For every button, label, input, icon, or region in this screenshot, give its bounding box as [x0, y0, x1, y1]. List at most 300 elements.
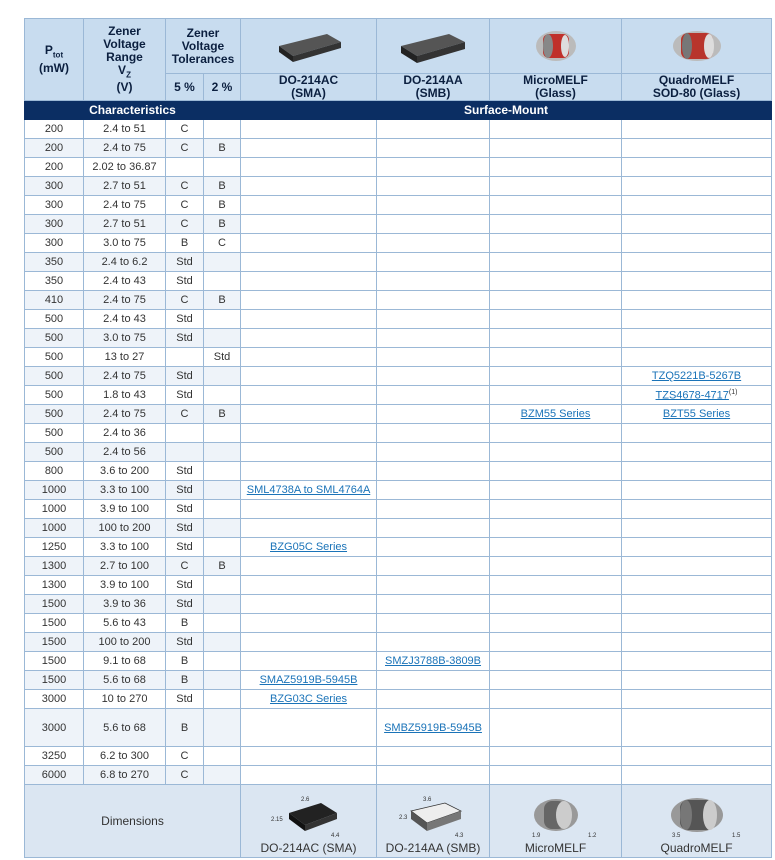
smb-cell [377, 481, 490, 500]
micromelf-cell [490, 500, 622, 519]
quadromelf-cell [622, 310, 772, 329]
micromelf-cell [490, 709, 622, 747]
sma-cell [241, 576, 377, 595]
smb-cell [377, 500, 490, 519]
smb-cell [377, 538, 490, 557]
ptot-cell: 200 [25, 120, 84, 139]
quadromelf-cell [622, 443, 772, 462]
sma-cell [241, 348, 377, 367]
table-row [25, 348, 772, 367]
micromelf-cell [490, 139, 622, 158]
quadromelf-cell [622, 158, 772, 177]
micromelf-cell [490, 120, 622, 139]
table-row [25, 253, 772, 272]
ptot-cell: 500 [25, 348, 84, 367]
table-row [25, 500, 772, 519]
svg-text:2.15: 2.15 [270, 817, 283, 823]
smb-cell [377, 462, 490, 481]
smb-cell [377, 329, 490, 348]
tol2-cell: B [204, 196, 241, 215]
part-link[interactable]: SMZJ3788B-3809B [385, 655, 482, 667]
vz-cell: 3.9 to 100 [84, 500, 166, 519]
tol2-cell [204, 747, 241, 766]
svg-text:2.6: 2.6 [300, 797, 309, 803]
smb-cell [377, 557, 490, 576]
part-link[interactable]: BZG05C Series [270, 541, 348, 553]
dim-micromelf: 1.9 1.2 MicroMELF [490, 785, 622, 858]
sma-cell [241, 367, 377, 386]
ptot-header: $P_{tot}$ (mW) [25, 19, 84, 101]
tol5-cell: Std [166, 538, 204, 557]
part-link[interactable]: SMAZ5919B-5945B [259, 674, 358, 686]
sma-cell [241, 690, 377, 709]
tol5-cell [166, 424, 204, 443]
micromelf-dimension-drawing-icon [506, 793, 606, 841]
dim-quadromelf: 3.5 1.5 QuadroMELF [622, 785, 772, 858]
table-row [25, 272, 772, 291]
vz-cell: 3.0 to 75 [84, 234, 166, 253]
vz-cell: 3.9 to 36 [84, 595, 166, 614]
tol2-cell [204, 310, 241, 329]
footnote-mark: (1) [728, 388, 738, 396]
quadromelf-cell [622, 329, 772, 348]
vz-cell: 3.6 to 200 [84, 462, 166, 481]
part-link[interactable]: TZQ5221B-5267B [651, 370, 742, 382]
quadromelf-cell [622, 139, 772, 158]
smb-cell [377, 215, 490, 234]
sma-cell [241, 158, 377, 177]
svg-text:4.4: 4.4 [330, 833, 339, 839]
vz-cell: 2.7 to 100 [84, 557, 166, 576]
dim-sma: 2.6 2.15 4.4 DO-214AC (SMA) [241, 785, 377, 858]
table-row [25, 576, 772, 595]
sma-cell [241, 671, 377, 690]
ptot-cell: 410 [25, 291, 84, 310]
smb-cell [377, 576, 490, 595]
ptot-cell: 1500 [25, 595, 84, 614]
vz-cell: 100 to 200 [84, 519, 166, 538]
tol2-cell [204, 766, 241, 785]
table-row [25, 177, 772, 196]
ptot-cell: 1500 [25, 652, 84, 671]
tolerance-header: Zener Voltage Tolerances [166, 19, 241, 74]
zener-selection-table [24, 18, 772, 858]
tol5-cell: C [166, 215, 204, 234]
table-row [25, 329, 772, 348]
vz-cell: 1.8 to 43 [84, 386, 166, 405]
package-image-quadromelf [622, 19, 772, 74]
table-row [25, 139, 772, 158]
part-link[interactable]: SMBZ5919B-5945B [384, 721, 482, 734]
sma-cell [241, 215, 377, 234]
tol2-cell [204, 538, 241, 557]
micromelf-cell [490, 519, 622, 538]
sma-cell [241, 766, 377, 785]
table-row [25, 291, 772, 310]
smb-cell [377, 158, 490, 177]
vz-cell: 2.4 to 43 [84, 310, 166, 329]
part-link[interactable]: BZG03C Series [270, 693, 348, 705]
svg-text:1.9: 1.9 [531, 833, 540, 839]
micromelf-cell [490, 253, 622, 272]
tol2-header: 2 % [204, 74, 241, 101]
ptot-cell: 300 [25, 196, 84, 215]
micromelf-cell [490, 595, 622, 614]
tol5-cell [166, 443, 204, 462]
table-row [25, 652, 772, 671]
tol2-cell [204, 519, 241, 538]
micromelf-cell [490, 462, 622, 481]
vz-cell: 2.4 to 6.2 [84, 253, 166, 272]
smb-cell [377, 690, 490, 709]
tol5-cell: C [166, 196, 204, 215]
sma-cell [241, 500, 377, 519]
sma-cell [241, 120, 377, 139]
tol2-cell [204, 386, 241, 405]
micromelf-cell [490, 234, 622, 253]
ptot-cell: 800 [25, 462, 84, 481]
tol5-cell: C [166, 766, 204, 785]
characteristics-band: Characteristics [25, 101, 241, 120]
ptot-cell: 3000 [25, 690, 84, 709]
smb-cell [377, 614, 490, 633]
table-row [25, 196, 772, 215]
sma-cell [241, 291, 377, 310]
micromelf-cell [490, 652, 622, 671]
sma-package-icon [269, 24, 349, 68]
table-row [25, 633, 772, 652]
table-row [25, 557, 772, 576]
vz-cell: 6.2 to 300 [84, 747, 166, 766]
sma-cell [241, 329, 377, 348]
micromelf-package-icon [521, 22, 591, 70]
ptot-cell: 500 [25, 405, 84, 424]
package-image-micromelf [490, 19, 622, 74]
tol2-cell [204, 443, 241, 462]
tol5-cell: C [166, 177, 204, 196]
tol2-cell [204, 329, 241, 348]
vz-cell: 2.4 to 75 [84, 291, 166, 310]
tol2-cell [204, 709, 241, 747]
smb-cell [377, 595, 490, 614]
sma-cell [241, 310, 377, 329]
table-row [25, 538, 772, 557]
ptot-cell: 350 [25, 272, 84, 291]
quadromelf-cell [622, 367, 772, 386]
tol5-cell: Std [166, 519, 204, 538]
ptot-cell: 300 [25, 215, 84, 234]
micromelf-cell [490, 538, 622, 557]
quadromelf-cell [622, 766, 772, 785]
svg-text:2.3: 2.3 [399, 815, 408, 821]
micromelf-cell [490, 272, 622, 291]
sma-cell [241, 747, 377, 766]
tol2-cell: B [204, 291, 241, 310]
svg-text:3.5: 3.5 [671, 833, 680, 839]
dim-smb: 3.6 2.3 4.3 DO-214AA (SMB) [377, 785, 490, 858]
quadromelf-cell [622, 196, 772, 215]
sma-cell [241, 557, 377, 576]
smb-cell [377, 519, 490, 538]
vz-header: Zener Voltage Range $V_Z$ (V) [84, 19, 166, 101]
ptot-cell: 200 [25, 139, 84, 158]
micromelf-cell [490, 310, 622, 329]
sma-dimension-drawing-icon [259, 793, 359, 841]
smb-cell [377, 348, 490, 367]
table-row [25, 519, 772, 538]
ptot-cell: 350 [25, 253, 84, 272]
smb-cell [377, 253, 490, 272]
part-link[interactable]: BZT55 Series [662, 408, 731, 420]
micromelf-cell [490, 367, 622, 386]
ptot-cell: 1500 [25, 614, 84, 633]
tol5-cell: Std [166, 481, 204, 500]
smb-cell [377, 633, 490, 652]
table-row [25, 481, 772, 500]
vz-cell: 10 to 270 [84, 690, 166, 709]
quadromelf-cell [622, 215, 772, 234]
vz-cell: 6.8 to 270 [84, 766, 166, 785]
vz-cell: 2.4 to 75 [84, 139, 166, 158]
sma-cell [241, 405, 377, 424]
micromelf-cell [490, 177, 622, 196]
tol2-cell [204, 633, 241, 652]
smb-cell [377, 405, 490, 424]
vz-cell: 2.7 to 51 [84, 215, 166, 234]
quadromelf-cell [622, 405, 772, 424]
tol2-cell [204, 120, 241, 139]
table-row [25, 234, 772, 253]
smb-cell [377, 139, 490, 158]
tol2-cell [204, 272, 241, 291]
ptot-cell: 1000 [25, 481, 84, 500]
quadromelf-cell [622, 500, 772, 519]
table-row [25, 367, 772, 386]
sma-cell [241, 234, 377, 253]
sma-cell [241, 519, 377, 538]
sma-cell [241, 633, 377, 652]
surface-mount-band: Surface-Mount [241, 101, 772, 120]
tol5-cell [166, 348, 204, 367]
micromelf-cell [490, 576, 622, 595]
tol5-cell: C [166, 747, 204, 766]
pkg-smb-header: DO-214AA (SMB) [377, 74, 490, 101]
quadromelf-cell [622, 348, 772, 367]
quadromelf-cell [622, 272, 772, 291]
micromelf-cell [490, 671, 622, 690]
ptot-cell: 1300 [25, 576, 84, 595]
tol5-cell: Std [166, 367, 204, 386]
sma-cell [241, 177, 377, 196]
ptot-cell: 500 [25, 424, 84, 443]
svg-text:3.6: 3.6 [423, 797, 432, 803]
tol2-cell: B [204, 405, 241, 424]
vz-cell: 2.4 to 75 [84, 367, 166, 386]
pkg-quadromelf-header: QuadroMELF SOD-80 (Glass) [622, 74, 772, 101]
package-image-smb [377, 19, 490, 74]
sma-cell [241, 196, 377, 215]
table-row [25, 766, 772, 785]
smb-cell [377, 424, 490, 443]
tol5-cell: B [166, 614, 204, 633]
part-link[interactable]: TZS4678-4717 [655, 389, 729, 402]
part-link[interactable]: SML4738A to SML4764A [246, 484, 371, 496]
vz-cell: 2.4 to 75 [84, 405, 166, 424]
quadromelf-cell [622, 519, 772, 538]
micromelf-cell [490, 196, 622, 215]
tol5-cell: Std [166, 633, 204, 652]
tol5-cell: Std [166, 310, 204, 329]
ptot-cell: 1000 [25, 500, 84, 519]
tol5-cell: Std [166, 690, 204, 709]
vz-cell: 9.1 to 68 [84, 652, 166, 671]
tol2-cell: C [204, 234, 241, 253]
ptot-cell: 500 [25, 329, 84, 348]
ptot-cell: 1250 [25, 538, 84, 557]
ptot-cell: 6000 [25, 766, 84, 785]
ptot-cell: 200 [25, 158, 84, 177]
quadromelf-cell [622, 614, 772, 633]
sma-cell [241, 595, 377, 614]
pkg-sma-header: DO-214AC (SMA) [241, 74, 377, 101]
ptot-cell: 500 [25, 367, 84, 386]
micromelf-cell [490, 766, 622, 785]
vz-cell: 2.4 to 75 [84, 196, 166, 215]
sma-cell [241, 386, 377, 405]
micromelf-cell [490, 557, 622, 576]
quadromelf-cell [622, 747, 772, 766]
quadromelf-cell [622, 424, 772, 443]
tol2-cell [204, 367, 241, 386]
tol5-cell: C [166, 139, 204, 158]
table-row [25, 747, 772, 766]
smb-cell [377, 177, 490, 196]
quadromelf-dimension-drawing-icon [642, 793, 752, 841]
quadromelf-cell [622, 386, 772, 405]
tol5-header: 5 % [166, 74, 204, 101]
micromelf-cell [490, 386, 622, 405]
quadromelf-cell [622, 462, 772, 481]
quadromelf-package-icon [657, 22, 737, 70]
vz-cell: 5.6 to 43 [84, 614, 166, 633]
tol5-cell: C [166, 557, 204, 576]
smb-cell [377, 386, 490, 405]
micromelf-cell [490, 291, 622, 310]
quadromelf-cell [622, 234, 772, 253]
smb-package-icon [393, 24, 473, 68]
smb-cell [377, 120, 490, 139]
quadromelf-cell [622, 120, 772, 139]
pkg-micromelf-header: MicroMELF (Glass) [490, 74, 622, 101]
table-row [25, 405, 772, 424]
vz-cell: 5.6 to 68 [84, 709, 166, 747]
table-row [25, 215, 772, 234]
table-row [25, 158, 772, 177]
tol2-cell [204, 652, 241, 671]
vz-cell: 2.4 to 51 [84, 120, 166, 139]
vz-cell: 3.0 to 75 [84, 329, 166, 348]
sma-cell [241, 481, 377, 500]
tol2-cell [204, 500, 241, 519]
sma-cell [241, 139, 377, 158]
ptot-cell: 500 [25, 386, 84, 405]
table-row [25, 690, 772, 709]
table-row [25, 424, 772, 443]
vz-cell: 2.4 to 56 [84, 443, 166, 462]
tol2-cell: B [204, 139, 241, 158]
quadromelf-cell [622, 595, 772, 614]
micromelf-cell [490, 614, 622, 633]
sma-cell [241, 272, 377, 291]
tol5-cell: Std [166, 386, 204, 405]
tol5-cell: B [166, 234, 204, 253]
sma-cell [241, 652, 377, 671]
ptot-cell: 1300 [25, 557, 84, 576]
tol5-cell: Std [166, 462, 204, 481]
micromelf-cell [490, 481, 622, 500]
smb-dimension-drawing-icon [383, 793, 483, 841]
tol5-cell: Std [166, 595, 204, 614]
tol2-cell [204, 614, 241, 633]
tol5-cell: B [166, 709, 204, 747]
tol5-cell: Std [166, 576, 204, 595]
tol2-cell [204, 481, 241, 500]
tol5-cell: Std [166, 500, 204, 519]
ptot-cell: 500 [25, 443, 84, 462]
tol5-cell: Std [166, 329, 204, 348]
smb-cell [377, 652, 490, 671]
tol2-cell: B [204, 177, 241, 196]
smb-cell [377, 443, 490, 462]
tol2-cell: B [204, 557, 241, 576]
tol5-cell: Std [166, 272, 204, 291]
svg-text:4.3: 4.3 [455, 833, 464, 839]
smb-cell [377, 196, 490, 215]
table-row [25, 462, 772, 481]
vz-cell: 100 to 200 [84, 633, 166, 652]
ptot-cell: 500 [25, 310, 84, 329]
tol2-cell [204, 462, 241, 481]
quadromelf-cell [622, 291, 772, 310]
tol2-cell: Std [204, 348, 241, 367]
micromelf-cell [490, 633, 622, 652]
tol5-cell [166, 158, 204, 177]
smb-cell [377, 234, 490, 253]
tol5-cell: Std [166, 253, 204, 272]
vz-cell: 2.4 to 43 [84, 272, 166, 291]
sma-cell [241, 253, 377, 272]
quadromelf-cell [622, 481, 772, 500]
sma-cell [241, 614, 377, 633]
sma-cell [241, 443, 377, 462]
tol5-cell: C [166, 291, 204, 310]
part-link[interactable]: BZM55 Series [520, 408, 591, 420]
quadromelf-cell [622, 576, 772, 595]
ptot-cell: 3250 [25, 747, 84, 766]
ptot-cell: 1000 [25, 519, 84, 538]
smb-cell [377, 766, 490, 785]
quadromelf-cell [622, 671, 772, 690]
tol2-cell [204, 253, 241, 272]
tol2-cell [204, 595, 241, 614]
micromelf-cell [490, 348, 622, 367]
sma-cell [241, 424, 377, 443]
quadromelf-cell [622, 709, 772, 747]
table-row [25, 709, 772, 747]
table-row [25, 120, 772, 139]
vz-cell: 2.7 to 51 [84, 177, 166, 196]
quadromelf-cell [622, 557, 772, 576]
